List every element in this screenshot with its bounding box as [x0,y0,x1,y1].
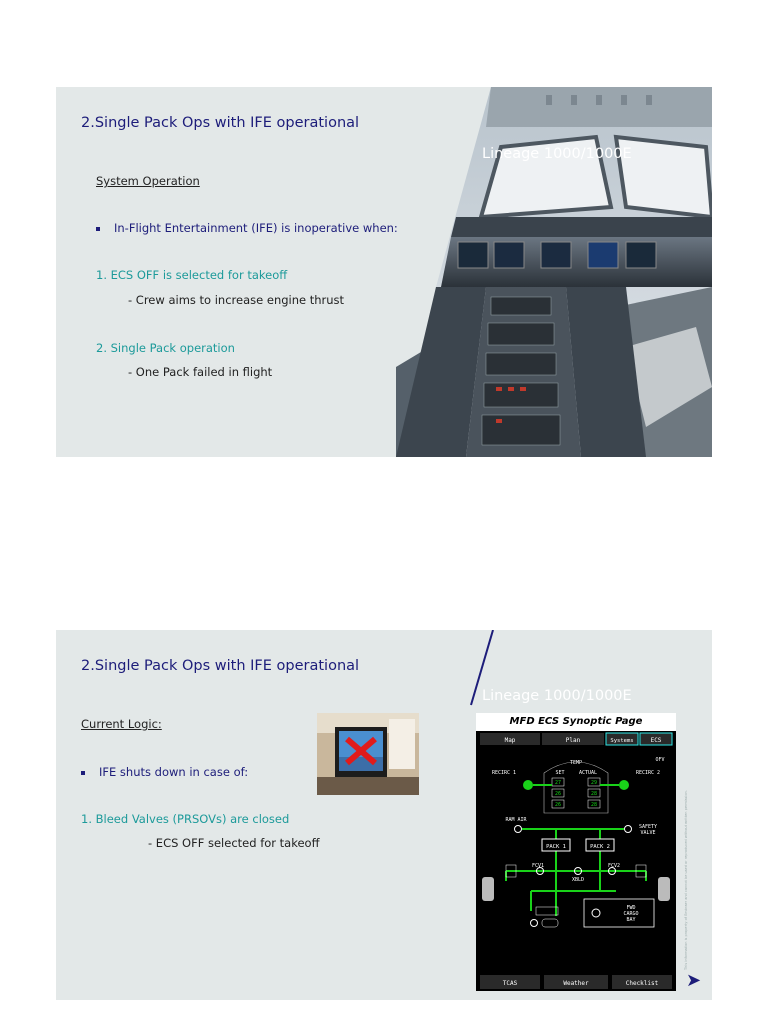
ife-off-icon [317,713,419,795]
svg-text:FCV2: FCV2 [607,863,621,869]
section-heading: Current Logic: [81,717,162,731]
legal-footnote: This information is property of Embraer and cannot be used or reproduced without written permission. [684,790,688,970]
svg-text:OFV: OFV [655,757,665,763]
svg-text:RECIRC 1: RECIRC 1 [491,770,517,776]
slide-title: 2.Single Pack Ops with IFE operational [81,658,360,674]
list-item-1-detail: - Crew aims to increase engine thrust [128,293,345,307]
svg-text:BAY: BAY [626,917,636,923]
svg-text:VALVE: VALVE [640,830,656,836]
svg-text:28: 28 [590,791,598,797]
svg-text:SAFETY: SAFETY [638,824,658,830]
tab-weather[interactable]: Weather [563,980,589,987]
svg-text:26: 26 [554,791,562,797]
bullet-item [96,221,398,235]
lineage-badge: Lineage 1000/1000E [482,688,632,704]
svg-text:PACK 2: PACK 2 [590,844,610,850]
list-item-2: 2. Single Pack operation [96,341,235,355]
bullet-text: In-Flight Entertainment (IFE) is inoperative when: [114,221,398,235]
synoptic-diagram [476,731,676,991]
svg-text:FCV1: FCV1 [531,863,545,869]
tab-tcas[interactable]: TCAS [502,980,518,987]
slide-title: 2.Single Pack Ops with IFE operational [81,115,360,131]
svg-text:TEMP: TEMP [569,760,583,766]
bullet-item [81,765,248,779]
tab-ecs[interactable]: ECS [650,737,662,744]
svg-text:RAM AIR: RAM AIR [505,817,527,823]
svg-text:28: 28 [590,802,598,808]
list-item-1: 1. ECS OFF is selected for takeoff [96,268,288,282]
bullet-text: IFE shuts down in case of: [99,765,249,779]
svg-text:PACK 1: PACK 1 [546,844,566,850]
slide-single-pack-system-operation [56,87,712,457]
svg-text:27: 27 [554,780,562,786]
svg-text:SET: SET [555,770,565,776]
cockpit-photo [396,87,712,457]
svg-text:29: 29 [590,780,598,786]
list-item-1-detail: - ECS OFF selected for takeoff [148,836,320,850]
bullet-square-icon [96,227,100,231]
tab-map[interactable]: Map [504,737,516,744]
synoptic-title: MFD ECS Synoptic Page [476,713,676,731]
svg-text:RECIRC 2: RECIRC 2 [635,770,661,776]
next-arrow-icon[interactable]: ➤ [686,970,702,991]
tab-checklist[interactable]: Checklist [625,980,659,987]
list-item-1: 1. Bleed Valves (PRSOVs) are closed [81,812,290,826]
tab-plan[interactable]: Plan [565,737,581,744]
svg-text:ACTUAL: ACTUAL [578,770,598,776]
svg-text:XBLD: XBLD [571,877,585,883]
slide-single-pack-current-logic [56,630,712,1000]
tab-systems[interactable]: Systems [610,738,634,744]
svg-text:26: 26 [554,802,562,808]
lineage-badge: Lineage 1000/1000E [482,146,632,162]
list-item-2-detail: - One Pack failed in flight [128,365,273,379]
svg-text:CARGO: CARGO [623,911,639,917]
section-heading: System Operation [96,174,200,188]
svg-text:FWD: FWD [626,905,636,911]
bullet-square-icon [81,771,85,775]
ecs-synoptic-panel [476,713,676,991]
